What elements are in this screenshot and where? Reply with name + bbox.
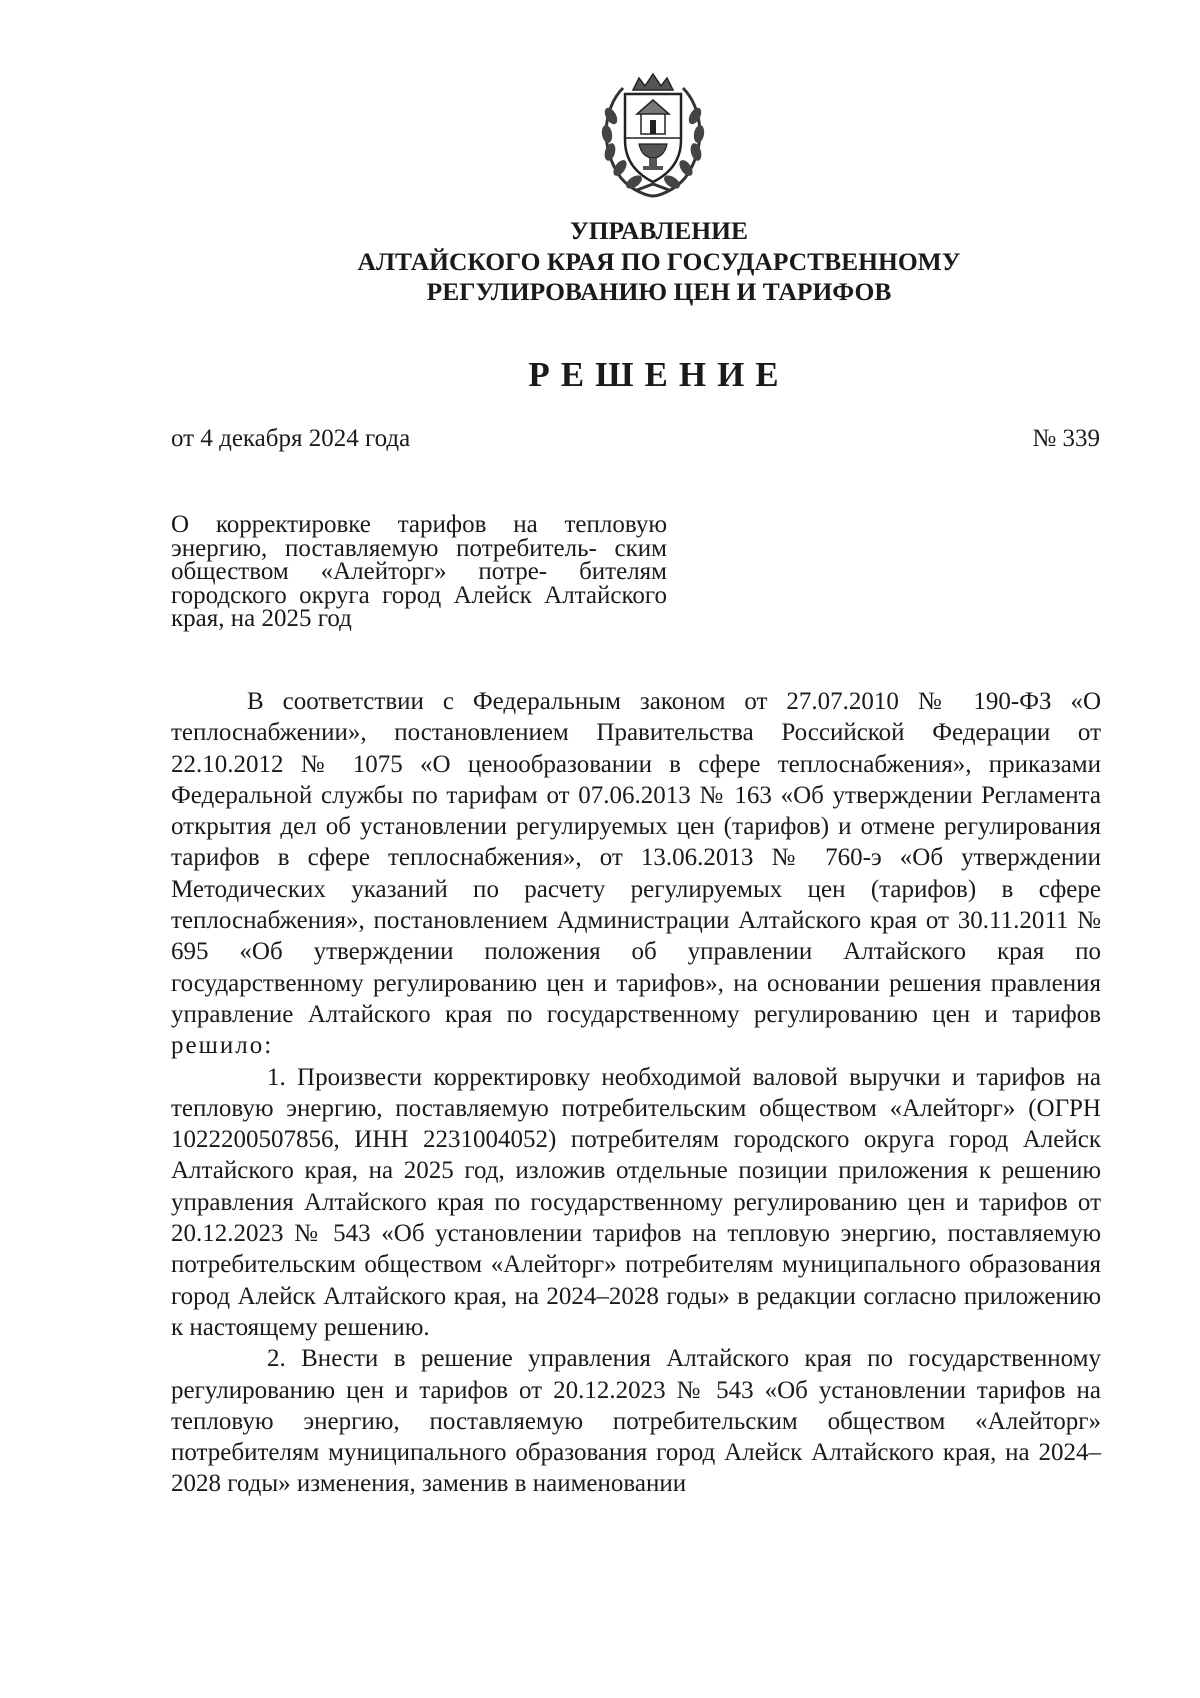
- preamble-paragraph: [171, 686, 1101, 1062]
- decided-word: решило:: [171, 1032, 274, 1060]
- org-name-line-1: УПРАВЛЕНИЕ: [569, 216, 748, 245]
- document-number: № 339: [1032, 425, 1100, 452]
- coat-of-arms-icon: [593, 68, 713, 200]
- document-type-title: РЕШЕНИЕ: [528, 355, 790, 394]
- org-name-line-3: РЕГУЛИРОВАНИЮ ЦЕН И ТАРИФОВ: [426, 277, 892, 306]
- document-subject: О корректировке тарифов на тепловую энергию, поставляемую потребитель- ским обществом «Алейторг» потре- бителям городского округа город Алейск Алтайского края, на 2025 год: [171, 511, 667, 632]
- document-body: [171, 686, 1101, 1500]
- clause-1: 1. Произвести корректировку необходимой валовой выручки и тарифов на тепловую энергию, поставляемую потребительским обществом «Алейторг» (ОГРН 1022200507856, ИНН 2231004052) потребителям городского округа город Алейск Алтайского края, на 2025 год, изложив отдельные позиции приложения к решению управления Алтайского края по государственному регулированию цен и тарифов от 20.12.2023 № 543 «Об установлении тарифов на тепловую энергию, поставляемую потребительским обществом «Алейторг» потребителям муниципального образования город Алейск Алтайского края, на 2024–2028 годы» в редакции согласно приложению к настоящему решению.: [171, 1063, 1101, 1341]
- issuing-authority: [0, 216, 1200, 308]
- clause-2: 2. Внести в решение управления Алтайского края по государственному регулированию цен и тарифов от 20.12.2023 № 543 «Об установлении тарифов на тепловую энергию, поставляемую потребительским обществом «Алейторг» потребителям муниципального образования город Алейск Алтайского края, на 2024–2028 годы» изменения, заменив в наименовании: [171, 1345, 1101, 1498]
- document-date: от 4 декабря 2024 года: [171, 425, 411, 452]
- preamble-text: В соответствии с Федеральным законом от 27.07.2010 № 190-ФЗ «О теплоснабжении», постановлением Правительства Российской Федерации от 22.10.2012 № 1075 «О ценообразовании в сфере теплоснабжения», приказами Федеральной службы по тарифам от 07.06.2013 № 163 «Об утверждении Регламента открытия дел об установлении регулируемых цен (тарифов) и отмене регулирования тарифов в сфере теплоснабжения», от 13.06.2013 № 760-э «Об утверждении Методических указаний по расчету регулируемых цен (тарифов) в сфере теплоснабжения», постановлением Администрации Алтайского края от 30.11.2011 № 695 «Об утверждении положения об управлении Алтайского края по государственному регулированию цен и тарифов», на основании решения правления управление Алтайского края по государственному регулированию цен и тарифов: [171, 688, 1101, 1028]
- org-name-line-2: АЛТАЙСКОГО КРАЯ ПО ГОСУДАРСТВЕННОМУ: [357, 246, 961, 276]
